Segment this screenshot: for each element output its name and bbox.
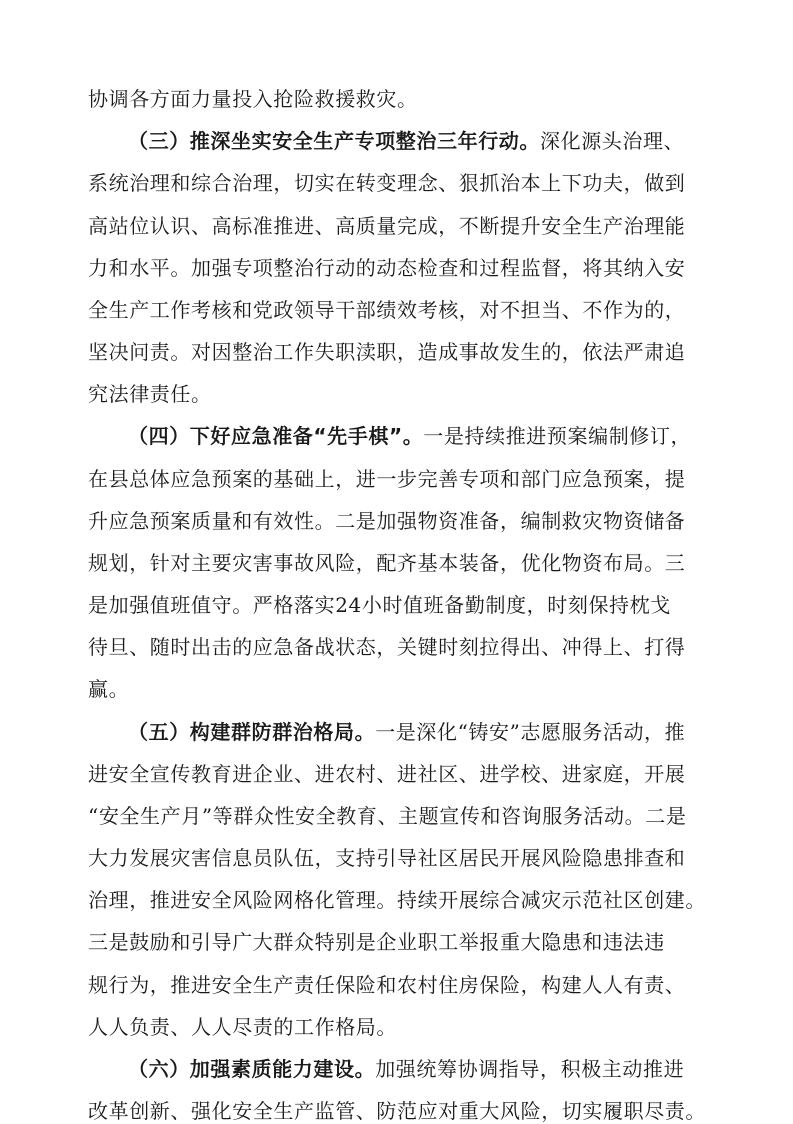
text-line: 赢。 <box>88 677 130 701</box>
text-line: 一是深化“铸安”志愿服务活动，推 <box>375 720 686 744</box>
section-6-first-line <box>128 1056 684 1082</box>
section-3-first-line <box>128 128 684 154</box>
text-line: 高站位认识、高标准推进、高质量完成，不断提升安全生产治理能 <box>88 214 686 238</box>
section-4-first-line <box>128 423 691 449</box>
text-line: 大力发展灾害信息员队伍，支持引导社区居民开展风险隐患排查和 <box>88 846 686 870</box>
text-line: 力和水平。加强专项整治行动的动态检查和过程监督，将其纳入安 <box>88 256 686 280</box>
text-line: 在县总体应急预案的基础上，进一步完善专项和部门应急预案，提 <box>88 467 686 491</box>
text-line: 人人负责、人人尽责的工作格局。 <box>88 1015 397 1039</box>
text-line: “安全生产月”等群众性安全教育、主题宣传和咨询服务活动。二是 <box>88 804 687 828</box>
section-6-heading: （六）加强素质能力建设。 <box>128 1057 376 1081</box>
text-line: 究法律责任。 <box>88 382 212 406</box>
text-line: 改革创新、强化安全生产监管、防范应对重大风险，切实履职尽责。 <box>88 1099 706 1123</box>
text-line: 坚决问责。对因整治工作失职渎职，造成事故发生的，依法严肃追 <box>88 340 686 364</box>
section-4-heading: （四）下好应急准备“先手棋”。 <box>128 424 424 448</box>
section-3-heading: （三）推深坐实安全生产专项整治三年行动。 <box>128 129 540 153</box>
text-line: 待旦、随时出击的应急备战状态，关键时刻拉得出、冲得上、打得 <box>88 635 686 659</box>
text-line: 治理，推进安全风险网格化管理。持续开展综合减灾示范社区创建。 <box>88 888 706 912</box>
text-line: 一是持续推进预案编制修订， <box>423 424 692 448</box>
text-line: 规划，针对主要灾害事故风险，配齐基本装备，优化物资布局。三 <box>88 551 686 575</box>
text-line: 进安全宣传教育进企业、进农村、进社区、进学校、进家庭，开展 <box>88 762 686 786</box>
text-line: 深化源头治理、 <box>540 129 685 153</box>
text-line: 规行为，推进安全生产责任保险和农村住房保险，构建人人有责、 <box>88 973 686 997</box>
text-line: 系统治理和综合治理，切实在转变理念、狠抓治本上下功夫，做到 <box>88 171 686 195</box>
text-line: 全生产工作考核和党政领导干部绩效考核，对不担当、不作为的， <box>88 298 686 322</box>
text-line: 三是鼓励和引导广大群众特别是企业职工举报重大隐患和违法违 <box>88 930 665 954</box>
text-line: 加强统筹协调指导，积极主动推进 <box>375 1057 685 1081</box>
text-line: 是加强值班值守。严格落实24小时值班备勤制度，时刻保持枕戈 <box>88 593 671 617</box>
section-5-heading: （五）构建群防群治格局。 <box>128 720 376 744</box>
text-line: 协调各方面力量投入抢险救援救灾。 <box>88 87 418 111</box>
section-5-first-line <box>128 719 685 745</box>
text-line: 升应急预案质量和有效性。二是加强物资准备，编制救灾物资储备 <box>88 509 686 533</box>
